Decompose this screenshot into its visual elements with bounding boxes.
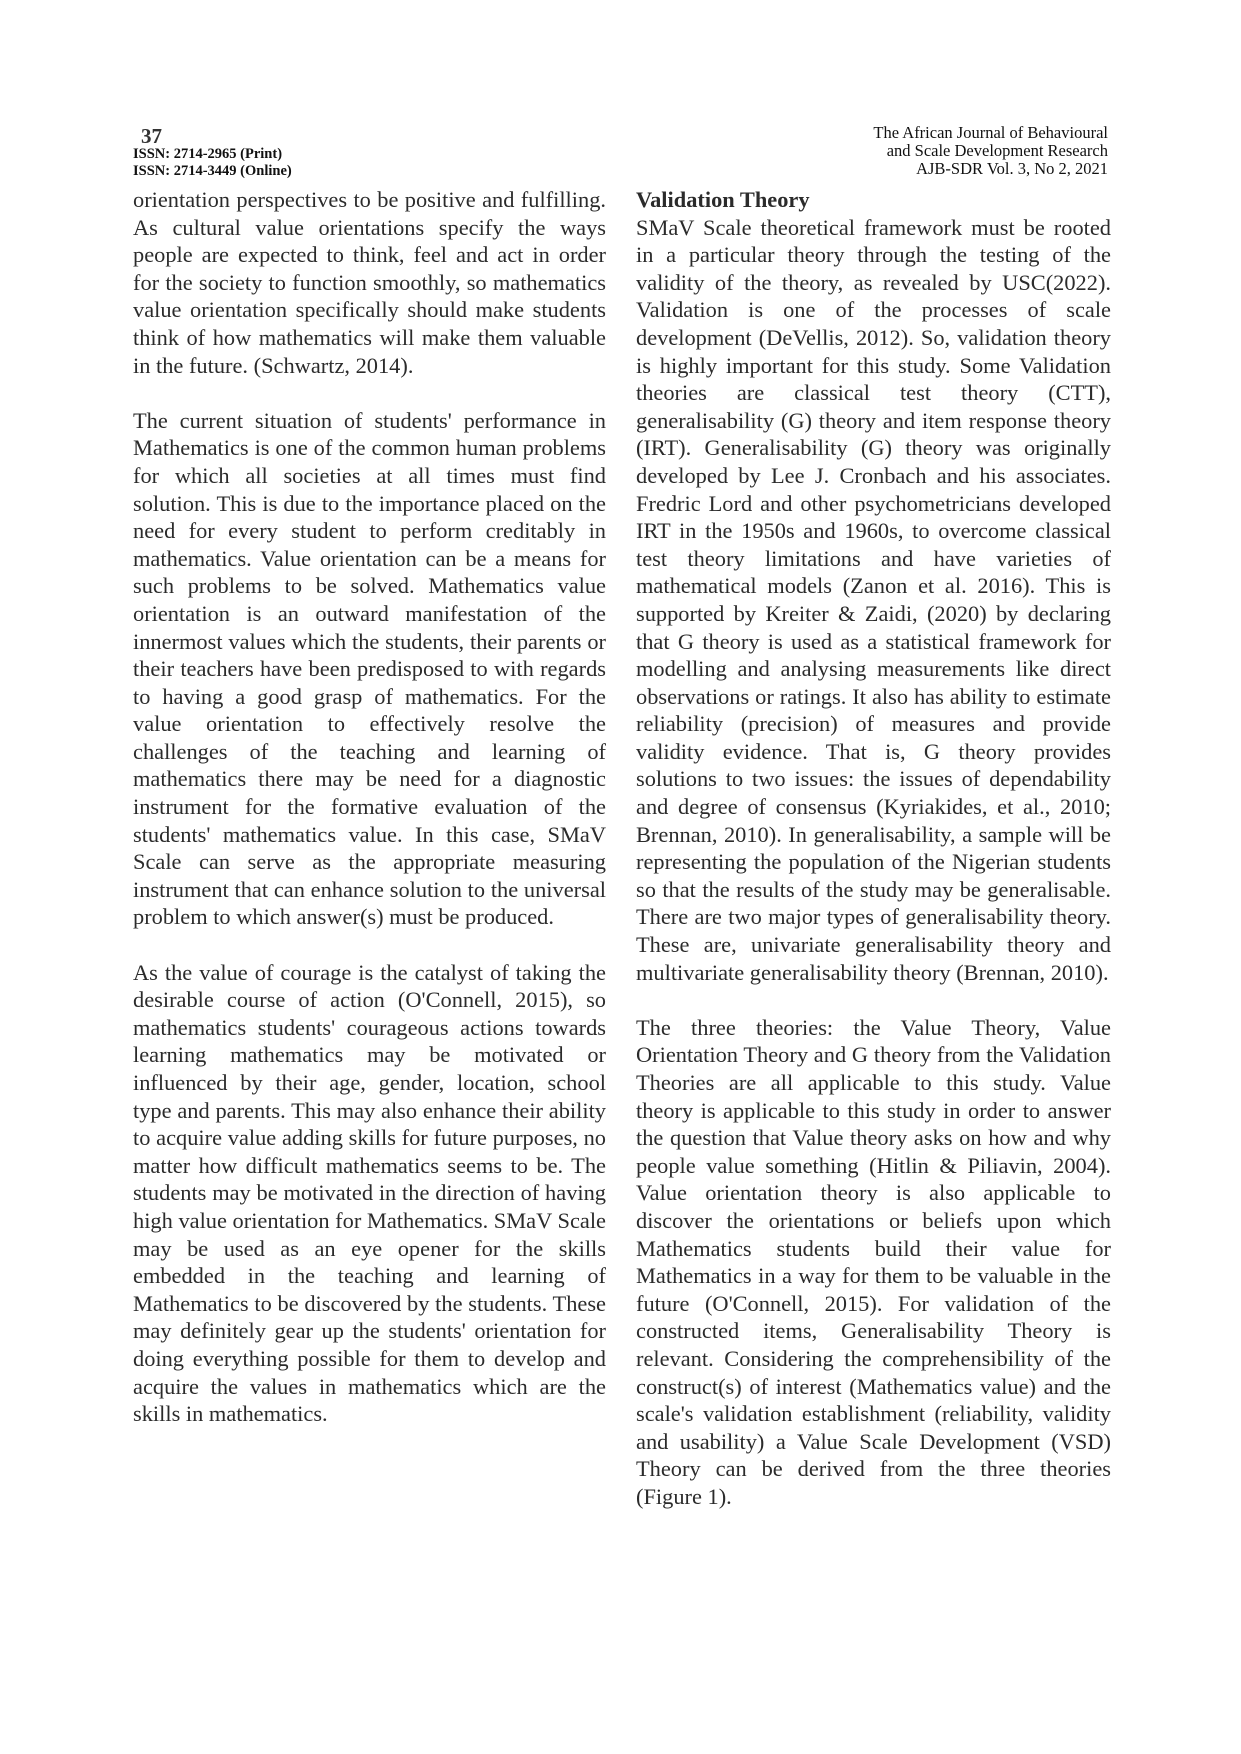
issn-online: ISSN: 2714-3449 (Online) <box>133 163 292 179</box>
paragraph: SMaV Scale theoretical framework must be rooted in a particular theory through the testing of the validity of the theory, as revealed by USC(2022). Validation is one of the processes of scale development (DeVellis, 2012). So, validation theory is highly important for this study. Some Validation theories are classical test theory (CTT), generalisability (G) theory and item response theory (IRT). Generalisability (G) theory was originally developed by Lee J. Cronbach and his associates. Fredric Lord and other psychometricians developed IRT in the 1950s and 1960s, to overcome classical test theory limitations and have varieties of mathematical models (Zanon et al. 2016). This is supported by Kreiter & Zaidi, (2020) by declaring that G theory is used as a statistical framework for modelling and analysing measurements like direct observations or ratings. It also has ability to estimate reliability (precision) of measures and provide validity evidence. That is, G theory provides solutions to two issues: the issues of dependability and degree of consensus (Kyriakides, et al., 2010; Brennan, 2010). In generalisability, a sample will be representing the population of the Nigerian students so that the results of the study may be generalisable. There are two major types of generalisability theory. These are, univariate generalisability theory and multivariate generalisability theory (Brennan, 2010). <box>636 214 1111 985</box>
paragraph: The three theories: the Value Theory, Value Orientation Theory and G theory from the Validation Theories are all applicable to this study. Value theory is applicable to this study in order to answer the question that Value theory asks on how and why people value something (Hitlin & Piliavin, 2004). Value orientation theory is also applicable to discover the orientations or beliefs upon which Mathematics students build their value for Mathematics in a way for them to be valuable in the future (O'Connell, 2015). For validation of the constructed items, Generalisability Theory is relevant. Considering the comprehensibility of the construct(s) of interest (Mathematics value) and the scale's validation establishment (reliability, validity and usability) a Value Scale Development (VSD) Theory can be derived from the three theories (Figure 1). <box>636 1014 1111 1509</box>
journal-header <box>873 124 1108 178</box>
issn-block <box>133 146 292 180</box>
issn-print: ISSN: 2714-2965 (Print) <box>133 146 283 162</box>
paragraph: orientation perspectives to be positive and fulfilling. As cultural value orientations specify the ways people are expected to think, feel and act in order for the society to function smoothly, so mathematics value orientation specifically should make students think of how mathematics will make them valuable in the future. (Schwartz, 2014). <box>133 187 606 378</box>
page-number: 37 <box>141 124 162 148</box>
journal-title-line1: The African Journal of Behavioural <box>873 123 1108 142</box>
journal-volume: AJB-SDR Vol. 3, No 2, 2021 <box>916 159 1108 178</box>
journal-title-line2: and Scale Development Research <box>886 141 1108 160</box>
paragraph: As the value of courage is the catalyst of taking the desirable course of action (O'Connell, 2015), so mathematics students' courageous actions towards learning mathematics may be motivated or influenced by their age, gender, location, school type and parents. This may also enhance their ability to acquire value adding skills for future purposes, no matter how difficult mathematics seems to be. The students may be motivated in the direction of having high value orientation for Mathematics. SMaV Scale may be used as an eye opener for the skills embedded in the teaching and learning of Mathematics to be discovered by the students. These may definitely gear up the students' orientation for doing everything possible for them to develop and acquire the values in mathematics which are the skills in mathematics. <box>133 959 606 1427</box>
right-column <box>636 186 1111 1538</box>
left-column <box>133 186 606 1455</box>
paragraph: The current situation of students' performance in Mathematics is one of the common human problems for which all societies at all times must find solution. This is due to the importance placed on the need for every student to perform creditably in mathematics. Value orientation can be a means for such problems to be solved. Mathematics value orientation is an outward manifestation of the innermost values which the students, their parents or their teachers have been predisposed to with regards to having a good grasp of mathematics. For the value orientation to effectively resolve the challenges of the teaching and learning of mathematics there may be need for a diagnostic instrument for the formative evaluation of the students' mathematics value. In this case, SMaV Scale can serve as the appropriate measuring instrument that can enhance solution to the universal problem to which answer(s) must be produced. <box>133 407 606 930</box>
section-heading: Validation Theory <box>636 187 810 212</box>
